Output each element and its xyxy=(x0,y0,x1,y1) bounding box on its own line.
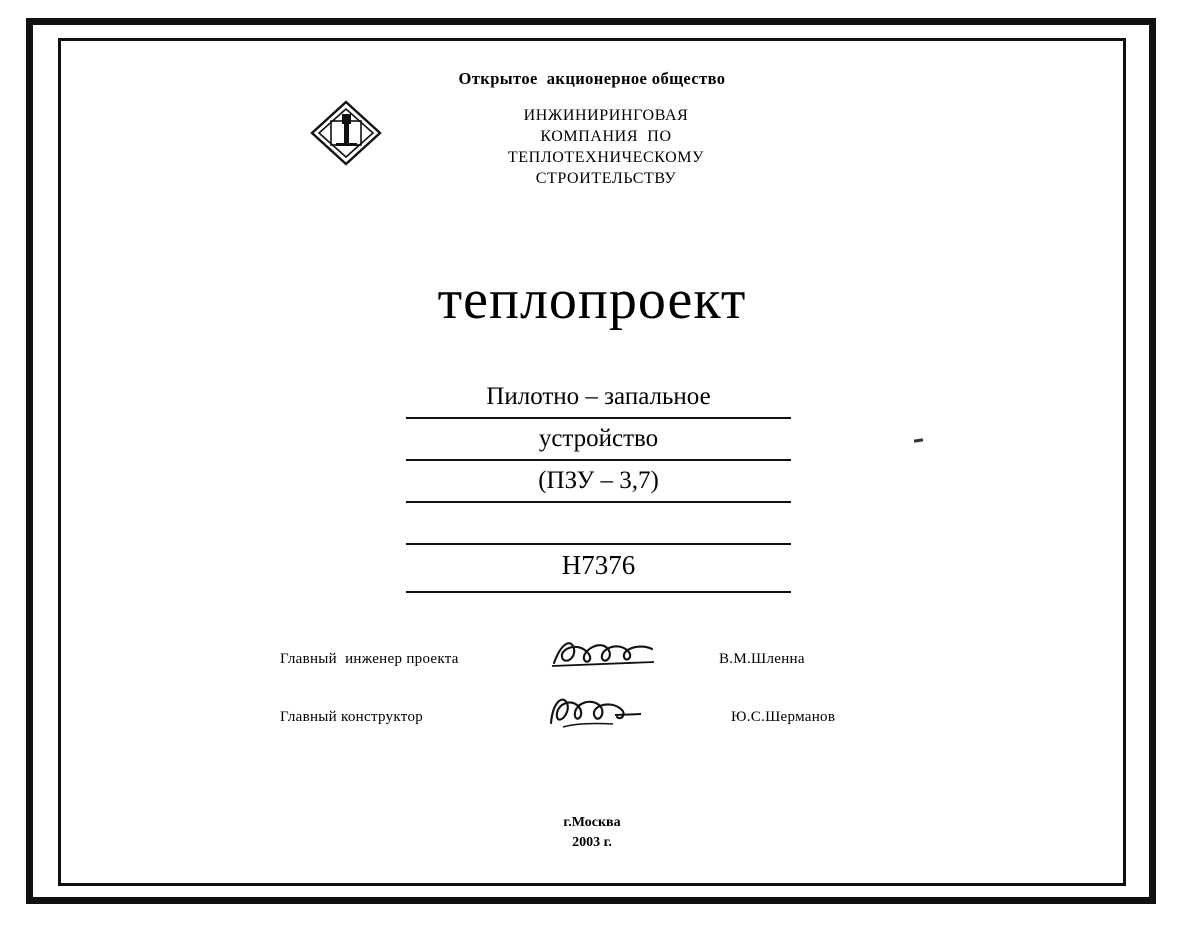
title-line-1: Пилотно – запальное xyxy=(486,383,711,410)
handwritten-signature-icon xyxy=(548,635,668,671)
signature-block xyxy=(61,651,1123,767)
title-block xyxy=(406,381,791,597)
signature-name: В.М.Шленна xyxy=(719,651,805,667)
rule-3 xyxy=(406,501,791,503)
signature-role: Главный конструктор xyxy=(280,709,424,725)
title-sheet xyxy=(61,41,1123,883)
document-code: Н7376 xyxy=(561,550,636,580)
title-line-row-2 xyxy=(406,423,791,465)
title-line-3: (ПЗУ – 3,7) xyxy=(538,467,659,494)
company-name xyxy=(391,105,821,189)
signature-role: Главный инженер проекта xyxy=(280,651,459,667)
scan-artifact xyxy=(914,438,923,442)
company-name-line-3: ТЕПЛОТЕХНИЧЕСКОМУ xyxy=(507,149,705,166)
title-line-2: устройство xyxy=(538,425,659,452)
footer-city: г.Москва xyxy=(563,815,621,830)
organization-line-text: Открытое акционерное общество xyxy=(458,69,726,88)
title-line-row-4 xyxy=(406,507,791,549)
rule-5 xyxy=(406,591,791,593)
code-row xyxy=(406,549,791,597)
rule-1 xyxy=(406,417,791,419)
company-name-line-1: ИНЖИНИРИНГОВАЯ xyxy=(523,107,689,124)
brand-title: теплопроект xyxy=(437,269,747,331)
rule-2 xyxy=(406,459,791,461)
footer-year: 2003 г. xyxy=(572,835,612,850)
organization-line xyxy=(61,69,1123,89)
company-name-line-4: СТРОИТЕЛЬСТВУ xyxy=(535,170,677,187)
signature-name: Ю.С.Шерманов xyxy=(731,709,836,725)
footer xyxy=(61,813,1123,853)
company-name-line-2: КОМПАНИЯ ПО xyxy=(540,128,672,145)
title-line-row-1 xyxy=(406,381,791,423)
handwritten-signature-icon xyxy=(543,693,663,729)
rule-4 xyxy=(406,543,791,545)
teploproekt-logo-icon xyxy=(309,99,383,167)
title-line-row-3 xyxy=(406,465,791,507)
signature-row xyxy=(61,709,1123,767)
